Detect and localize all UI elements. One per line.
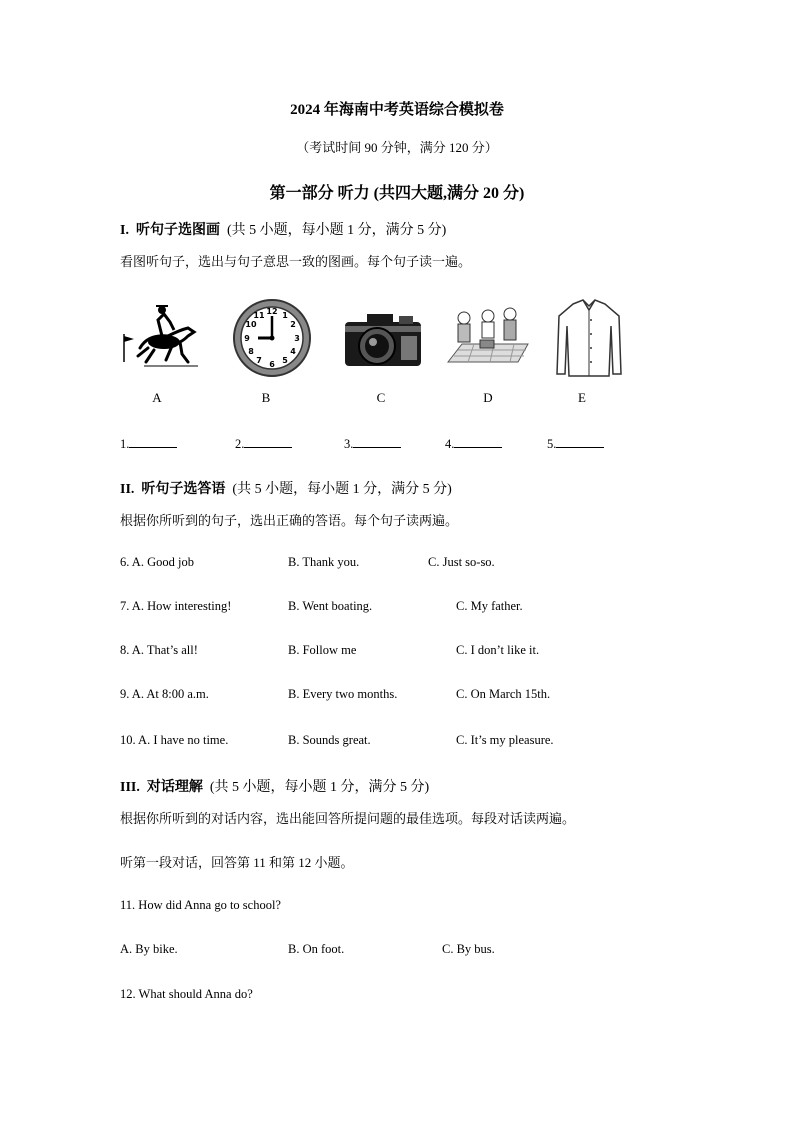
answer-blank-2[interactable]: 2. bbox=[235, 435, 292, 452]
answer-blank-1[interactable]: 1. bbox=[120, 435, 177, 452]
picture-label-e: E bbox=[578, 390, 586, 405]
exam-title: 2024 年海南中考英语综合模拟卷 bbox=[290, 102, 504, 118]
answer-blank-4[interactable]: 4. bbox=[445, 435, 502, 452]
svg-text:9: 9 bbox=[244, 334, 250, 343]
question-7-option-a: 7. A. How interesting! bbox=[120, 599, 232, 613]
section2-instruction: 根据你所听到的句子，选出正确的答语。每个句子读两遍。 bbox=[120, 513, 459, 528]
question-8-option-b: B. Follow me bbox=[288, 643, 357, 657]
section3-score: (共 5 小题，每小题 1 分，满分 5 分) bbox=[209, 780, 430, 795]
svg-text:12: 12 bbox=[266, 307, 278, 316]
section1-numeral: I. bbox=[120, 223, 129, 238]
question-11: 11. How did Anna go to school? bbox=[120, 898, 281, 912]
question-6-option-b: B. Thank you. bbox=[288, 555, 360, 569]
question-7-option-b: B. Went boating. bbox=[288, 599, 373, 613]
section1-score: (共 5 小题，每小题 1 分，满分 5 分) bbox=[226, 223, 447, 238]
question-8-option-a: 8. A. That’s all! bbox=[120, 643, 198, 657]
answer-blank-5[interactable]: 5. bbox=[547, 435, 604, 452]
answer-blank-3[interactable]: 3. bbox=[344, 435, 401, 452]
section2-numeral: II. bbox=[120, 482, 135, 497]
exam-subtitle: （考试时间 90 分钟，满分 120 分） bbox=[296, 140, 498, 155]
section1-name: 听句子选图画 bbox=[135, 223, 220, 238]
svg-text:10: 10 bbox=[245, 320, 257, 329]
question-9-option-c: C. On March 15th. bbox=[456, 687, 551, 701]
question-12: 12. What should Anna do? bbox=[120, 987, 253, 1001]
section2-heading bbox=[120, 478, 452, 498]
svg-text:11: 11 bbox=[253, 311, 265, 320]
section1-instruction: 看图听句子，选出与句子意思一致的图画。每个句子读一遍。 bbox=[120, 254, 472, 269]
svg-text:1: 1 bbox=[282, 311, 288, 320]
section3-instruction: 根据你所听到的对话内容，选出能回答所提问题的最佳选项。每段对话读两遍。 bbox=[120, 811, 576, 826]
shirt-icon bbox=[545, 296, 633, 380]
picture-label-c: C bbox=[376, 390, 386, 405]
svg-text:4: 4 bbox=[290, 347, 296, 356]
section1-heading bbox=[120, 219, 446, 239]
question-9-option-a: 9. A. At 8:00 a.m. bbox=[120, 687, 209, 701]
question-10-option-b: B. Sounds great. bbox=[288, 733, 371, 747]
section3-name: 对话理解 bbox=[146, 780, 203, 795]
question-10-option-c: C. It’s my pleasure. bbox=[456, 733, 554, 747]
clock-icon bbox=[228, 296, 316, 380]
question-11-option-c: C. By bus. bbox=[442, 942, 495, 956]
question-6-option-c: C. Just so-so. bbox=[428, 555, 495, 569]
horse-rider-icon bbox=[118, 296, 206, 380]
question-9-option-b: B. Every two months. bbox=[288, 687, 398, 701]
section3-heading bbox=[120, 776, 429, 796]
svg-text:2: 2 bbox=[290, 320, 296, 329]
section2-score: (共 5 小题，每小题 1 分，满分 5 分) bbox=[232, 482, 452, 497]
svg-text:8: 8 bbox=[248, 347, 254, 356]
camera-icon bbox=[337, 296, 425, 380]
picture-label-a: A bbox=[152, 390, 162, 405]
svg-text:3: 3 bbox=[294, 334, 300, 343]
svg-text:5: 5 bbox=[282, 356, 288, 365]
svg-text:6: 6 bbox=[269, 360, 275, 369]
section3-numeral: III. bbox=[120, 780, 140, 795]
question-8-option-c: C. I don’t like it. bbox=[456, 643, 540, 657]
question-11-option-b: B. On foot. bbox=[288, 942, 345, 956]
dialog1-instruction: 听第一段对话，回答第 11 和第 12 小题。 bbox=[120, 855, 354, 870]
picture-label-d: D bbox=[483, 390, 493, 405]
question-7-option-c: C. My father. bbox=[456, 599, 523, 613]
question-11-option-a: A. By bike. bbox=[120, 942, 178, 956]
svg-text:7: 7 bbox=[256, 356, 262, 365]
question-6-option-a: 6. A. Good job bbox=[120, 555, 194, 569]
part1-heading: 第一部分 听力 (共四大题,满分 20 分) bbox=[269, 185, 525, 202]
picture-label-b: B bbox=[261, 390, 271, 405]
section2-name: 听句子选答语 bbox=[141, 482, 226, 497]
question-10-option-a: 10. A. I have no time. bbox=[120, 733, 229, 747]
picnic-icon bbox=[444, 296, 532, 380]
